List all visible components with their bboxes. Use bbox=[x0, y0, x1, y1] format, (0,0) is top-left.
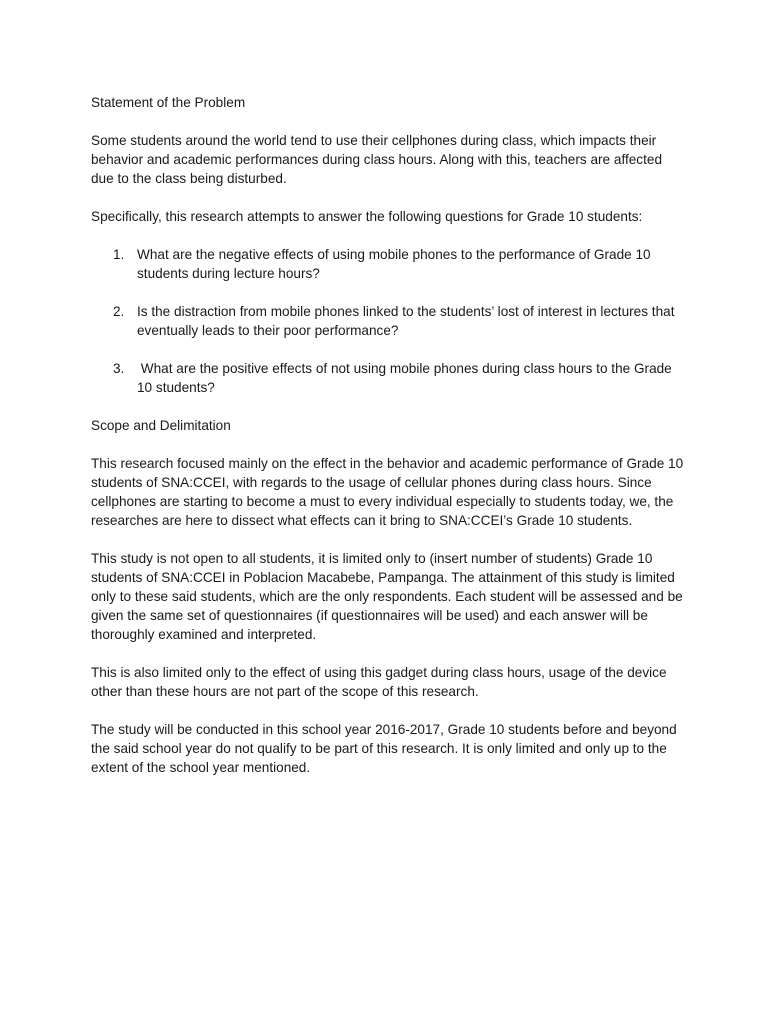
scope-heading: Scope and Delimitation bbox=[91, 418, 231, 433]
scope-paragraph: This study is not open to all students, it is limited only to (insert number of students) Grade 10 students of SNA:CCEI in Poblacion Macabebe, Pampanga. The attainment of this study is limited only to these said students, which are the only respondents. Each student will be assessed and be given the same set of questionnaires (if questionnaires will be used) and each answer will be thoroughly examined and interpreted. bbox=[91, 551, 683, 642]
statement-specifically: Specifically, this research attempts to answer the following questions for Grade 10 students: bbox=[91, 209, 643, 224]
list-item-number: 2. bbox=[113, 304, 125, 319]
scope-paragraph: This research focused mainly on the effect in the behavior and academic performance of Grade 10 students of SNA:CCEI, with regards to the usage of cellular phones during class hours. Since cellphones are starting to become a must to every individual especially to students today, we, the researches are here to dissect what effects can it bring to SNA:CCEI’s Grade 10 students. bbox=[91, 456, 684, 528]
list-item-number: 1. bbox=[113, 247, 125, 262]
list-item-text: What are the negative effects of using mobile phones to the performance of Grade 10 students during lecture hours? bbox=[137, 247, 651, 281]
list-item bbox=[91, 359, 688, 397]
research-questions-list bbox=[91, 245, 688, 397]
scope-paragraph: The study will be conducted in this school year 2016-2017, Grade 10 students before and beyond the said school year do not qualify to be part of this research. It is only limited and only up to the extent of the school year mentioned. bbox=[91, 722, 677, 775]
list-item bbox=[91, 245, 688, 283]
list-item-text: Is the distraction from mobile phones linked to the students’ lost of interest in lectures that eventually leads to their poor performance? bbox=[137, 304, 675, 338]
list-item-text: What are the positive effects of not using mobile phones during class hours to the Grade 10 students? bbox=[137, 361, 676, 395]
list-item-number: 3. bbox=[113, 361, 125, 376]
statement-intro: Some students around the world tend to use their cellphones during class, which impacts their behavior and academic performances during class hours. Along with this, teachers are affected due to the class being disturbed. bbox=[91, 133, 663, 186]
list-item bbox=[91, 302, 688, 340]
scope-paragraph: This is also limited only to the effect of using this gadget during class hours, usage of the device other than these hours are not part of the scope of this research. bbox=[91, 665, 667, 699]
statement-heading: Statement of the Problem bbox=[91, 95, 246, 110]
